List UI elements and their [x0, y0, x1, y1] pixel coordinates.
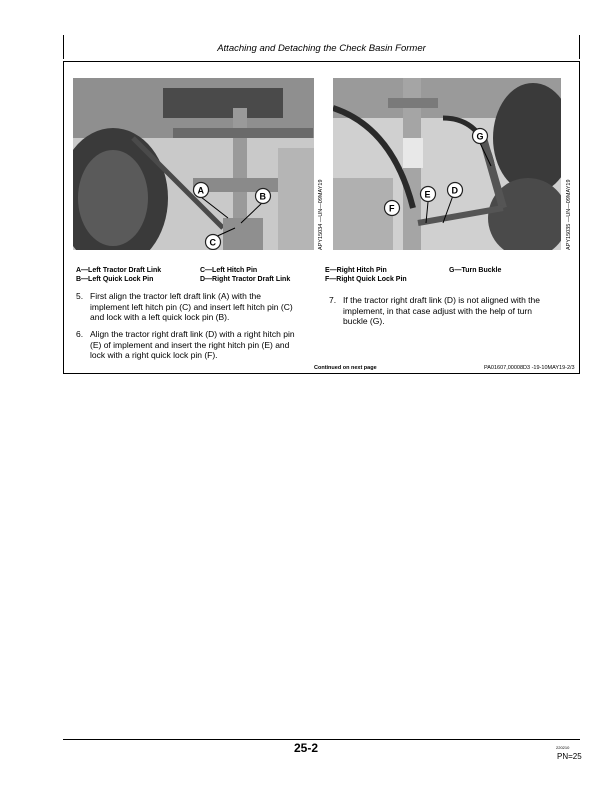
legend-col-1: [76, 266, 161, 284]
callout-b-label: B: [259, 191, 266, 202]
legend-item: C—Left Hitch Pin: [200, 267, 258, 274]
callout-f-label: F: [389, 203, 395, 214]
legend-col-2: [200, 266, 290, 284]
step-number: 6.: [76, 329, 84, 339]
legend-item: A—Left Tractor Draft Link: [76, 267, 162, 274]
legend-item: E—Right Hitch Pin: [325, 267, 387, 274]
callout-c-label: C: [209, 237, 216, 248]
step-text: [90, 329, 295, 361]
callout-d-label: D: [451, 185, 458, 196]
step-line: lock with a right quick lock pin (F).: [90, 350, 218, 360]
callout-e-label: E: [424, 189, 431, 200]
photo-right: [333, 78, 561, 250]
step-line: buckle (G).: [343, 316, 385, 326]
step-line: Align the tractor right draft link (D) with a right hitch pin: [90, 329, 295, 339]
step-line: If the tractor right draft link (D) is not aligned with the: [343, 295, 541, 305]
footer-rule: [63, 739, 580, 740]
continued-note: Continued on next page: [314, 365, 377, 371]
page-title: Attaching and Detaching the Check Basin Former: [217, 43, 426, 54]
step-text: [343, 295, 540, 327]
step-number: 7.: [329, 295, 337, 305]
reference-code: PA01607,00008D3 -19-10MAY19-2/3: [484, 365, 575, 371]
step-line: (E) of implement and insert the right hitch pin (E) and: [90, 339, 290, 350]
legend-col-4: [449, 266, 501, 275]
callout-a-label: A: [197, 185, 204, 196]
footer-small-code: 220210: [556, 745, 570, 750]
step-line: implement left hitch pin (C) and insert left hitch pin (C): [90, 301, 293, 312]
callout-g-label: G: [476, 131, 484, 142]
legend-item: F—Right Quick Lock Pin: [325, 276, 407, 283]
page-number: 25-2: [293, 741, 319, 755]
legend-item: B—Left Quick Lock Pin: [76, 276, 154, 283]
figure-left-code: APY15034 —UN—09MAY19: [318, 179, 324, 250]
step-text: [90, 291, 293, 323]
legend-item: G—Turn Buckle: [449, 267, 502, 274]
legend-col-3: [325, 266, 407, 284]
step-line: and lock with a left quick lock pin (B).: [90, 312, 230, 322]
step-line: First align the tractor left draft link (A) with the: [90, 291, 262, 301]
figure-right-code: APY15035 —UN—09MAY19: [566, 179, 572, 250]
legend-item: D—Right Tractor Draft Link: [200, 276, 291, 283]
step-line: implement, in that case adjust with the help of turn: [343, 305, 532, 316]
step-number: 5.: [76, 291, 84, 301]
footer-pn: PN=25: [557, 752, 582, 761]
photo-left: [73, 78, 314, 250]
